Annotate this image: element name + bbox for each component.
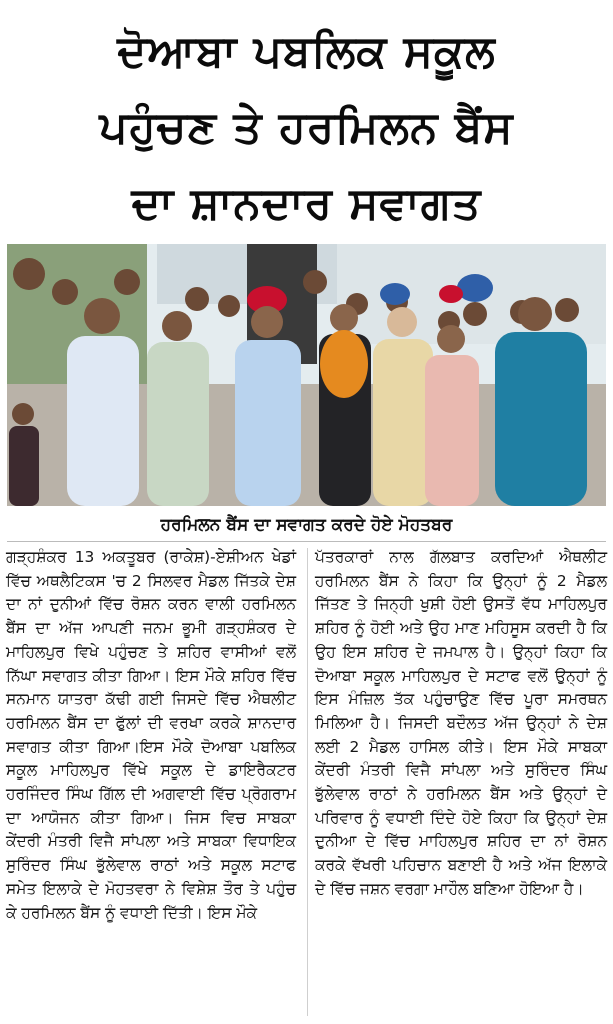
headline-line-1: ਦੋਆਬਾ ਪਬਲਿਕ ਸਕੂਲ <box>117 26 496 77</box>
headline-line-2: ਪਹੁੰਚਣ ਤੇ ਹਰਮਿਲਨ ਬੈਂਸ <box>99 102 514 153</box>
article-column-left: ਗੜ੍ਹਸ਼ੰਕਰ 13 ਅਕਤੂਬਰ (ਰਾਕੇਸ਼)-ਏਸ਼ੀਅਨ ਖੇਡਾਂ ਵਿੱਚ ਅਥਲੈਟਿਕਸ 'ਚ 2 ਸਿਲਵਰ ਮੈਡਲ ਜਿੱਤਕੇ ਦੇਸ਼ ਦਾ ਨਾਂ ਦੁਨੀਆਂ ਵਿੱਚ ਰੋਸ਼ਨ ਕਰਨ ਵਾਲੀ ਹਰਮਿਲਨ ਬੈਂਸ ਦਾ ਅੱਜ ਆਪਣੀ ਜਨਮ ਭੂਮੀ ਗੜ੍ਹਸ਼ੰਕਰ ਦੇ ਮਾਹਿਲਪੁਰ ਵਿਖੇ ਪਹੁੰਚਣ ਤੇ ਸ਼ਹਿਰ ਵਾਸੀਆਂ ਵਲੋਂ ਨਿੱਘਾ ਸਵਾਗਤ ਕੀਤਾ ਗਿਆ। ਇਸ ਮੌਕੇ ਸ਼ਹਿਰ ਵਿੱਚ ਸਨਮਾਨ ਯਾਤਰਾ ਕੱਢੀ ਗਈ ਜਿਸਦੇ ਵਿੱਚ ਐਥਲੀਟ ਹਰਮਿਲਨ ਬੈਂਸ ਦਾ ਫੁੱਲਾਂ ਦੀ ਵਰਖਾ ਕਰਕੇ ਸ਼ਾਨਦਾਰ ਸਵਾਗਤ ਕੀਤਾ ਗਿਆ।ਇਸ ਮੌਕੇ ਦੋਆਬਾ ਪਬਲਿਕ ਸਕੂਲ ਮਾਹਿਲਪੁਰ ਵਿੱਖੇ ਸਕੂਲ ਦੇ ਡਾਇਰੈਕਟਰ ਹਰਜਿੰਦਰ ਸਿੰਘ ਗਿੱਲ ਦੀ ਅਗਵਾਈ ਵਿੱਚ ਪ੍ਰੋਗਰਾਮ ਦਾ ਆਯੋਜਨ ਕੀਤਾ ਗਿਆ। ਜਿਸ ਵਿਚ ਸਾਬਕਾ ਕੇਂਦਰੀ ਮੰਤਰੀ ਵਿਜੈ ਸਾਂਪਲਾ ਅਤੇ ਸਾਬਕਾ ਵਿਧਾਇਕ ਸੁਰਿੰਦਰ ਸਿੰਘ ਭੁੱਲੇਵਾਲ ਰਾਠਾਂ ਅਤੇ ਸਕੂਲ ਸਟਾਫ ਸਮੇਤ ਇਲਾਕੇ ਦੇ ਮੋਹਤਵਰਾ ਨੇ ਵਿਸ਼ੇਸ਼ ਤੌਰ ਤੇ ਪਹੁੰਚ ਕੇ ਹਰਮਿਲਨ ਬੈਂਸ ਨੂੰ ਵਧਾਈ ਦਿੱਤੀ। ਇਸ ਮੌਕੇ <box>6 548 296 922</box>
photo-caption: ਹਰਮਿਲਨ ਬੈਂਸ ਦਾ ਸਵਾਗਤ ਕਰਦੇ ਹੋਏ ਮੋਹਤਬਰ <box>160 515 453 535</box>
caption-rule <box>7 541 606 542</box>
column-divider <box>307 548 308 1016</box>
group-photo-icon <box>7 244 606 506</box>
headline <box>0 14 613 242</box>
article-column-right: ਪੱਤਰਕਾਰਾਂ ਨਾਲ ਗੱਲਬਾਤ ਕਰਦਿਆਂ ਐਥਲੀਟ ਹਰਮਿਲਨ ਬੈਂਸ ਨੇ ਕਿਹਾ ਕਿ ਉਨ੍ਹਾਂ ਨੂੰ 2 ਮੈਡਲ ਜਿੱਤਣ ਤੇ ਜਿਨ੍ਹੀ ਖੁਸ਼ੀ ਹੋਈ ਉਸਤੋਂ ਵੱਧ ਮਾਹਿਲਪੁਰ ਸ਼ਹਿਰ ਨੂੰ ਹੋਈ ਅਤੇ ਉਹ ਮਾਣ ਮਹਿਸੂਸ ਕਰਦੀ ਹੈ ਕਿ ਉਹ ਇਸ ਸ਼ਹਿਰ ਦੇ ਜਮਪਾਲ ਹੈ। ਉਨ੍ਹਾਂ ਕਿਹਾ ਕਿ ਦੋਆਬਾ ਸਕੂਲ ਮਾਹਿਲਪੁਰ ਦੇ ਸਟਾਫ ਵਲੋਂ ਉਨ੍ਹਾਂ ਨੂੰ ਇਸ ਮੰਜ਼ਿਲ ਤੱਕ ਪਹੁੰਚਾਉਣ ਵਿੱਚ ਪੂਰਾ ਸਮਰਥਨ ਮਿਲਿਆ ਹੈ। ਜਿਸਦੀ ਬਦੌਲਤ ਅੱਜ ਉਨ੍ਹਾਂ ਨੇ ਦੇਸ਼ ਲਈ 2 ਮੈਡਲ ਹਾਸਿਲ ਕੀਤੇ। ਇਸ ਮੌਕੇ ਸਾਬਕਾ ਕੇਂਦਰੀ ਮੰਤਰੀ ਵਿਜੈ ਸਾਂਪਲਾ ਅਤੇ ਸੁਰਿੰਦਰ ਸਿੰਘ ਭੁੱਲੇਵਾਲ ਰਾਠਾਂ ਨੇ ਹਰਮਿਲਨ ਬੈਂਸ ਅਤੇ ਉਨ੍ਹਾਂ ਦੇ ਪਰਿਵਾਰ ਨੂੰ ਵਧਾਈ ਦਿੰਦੇ ਹੋਏ ਕਿਹਾ ਕਿ ਉਨ੍ਹਾਂ ਦੇਸ਼ ਦੁਨੀਆ ਦੇ ਵਿੱਚ ਮਾਹਿਲਪੁਰ ਸ਼ਹਿਰ ਦਾ ਨਾਂ ਰੋਸ਼ਨ ਕਰਕੇ ਵੱਖਰੀ ਪਹਿਚਾਨ ਬਣਾਈ ਹੈ ਅਤੇ ਅੱਜ ਇਲਾਕੇ ਦੇ ਵਿੱਚ ਜਸ਼ਨ ਵਰਗਾ ਮਾਹੌਲ ਬਣਿਆ ਹੋਇਆ ਹੈ। <box>315 548 607 898</box>
headline-line-3: ਦਾ ਸ਼ਾਨਦਾਰ ਸਵਾਗਤ <box>131 178 482 229</box>
group-photo <box>7 244 606 506</box>
